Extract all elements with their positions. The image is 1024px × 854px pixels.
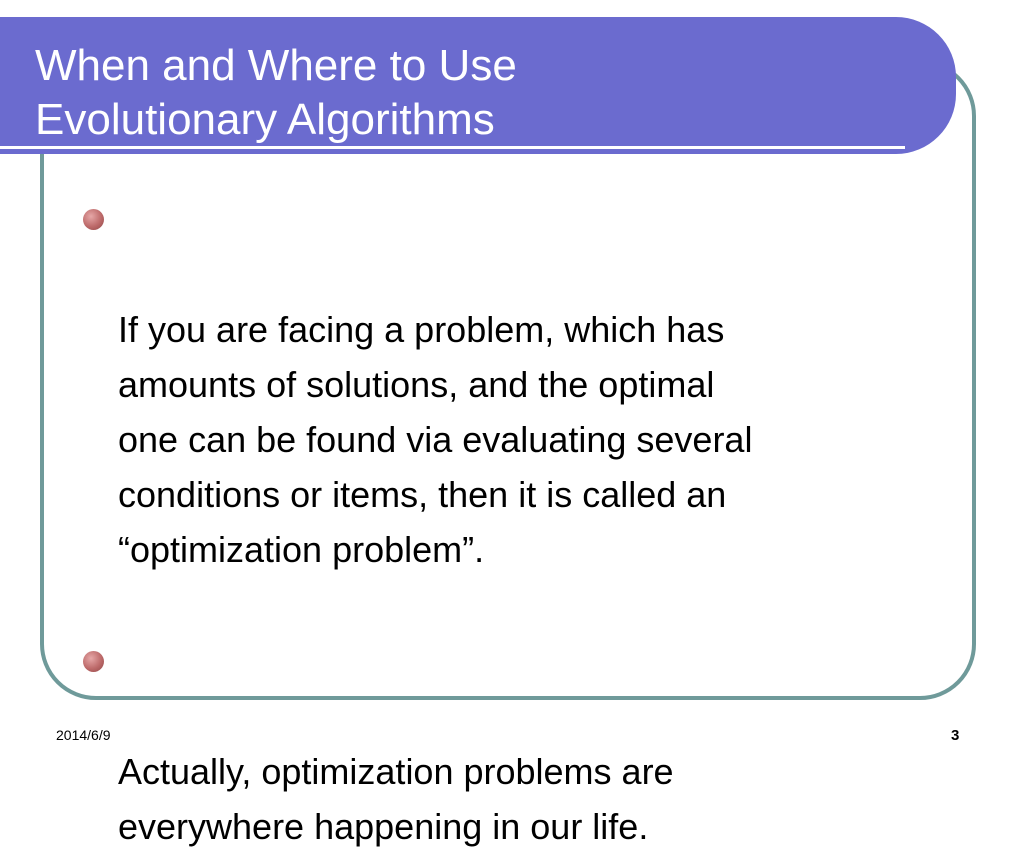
title-bar (0, 17, 956, 154)
bullet-dot-icon (83, 651, 104, 672)
title-underline (0, 146, 905, 149)
slide-title-line-2: Evolutionary Algorithms (35, 95, 495, 144)
bullet-text: Actually, optimization problems are everywhere happening in our life. (118, 751, 674, 847)
slide-title (35, 39, 517, 147)
bullet-dot-icon (83, 209, 104, 230)
bullet-item (82, 192, 932, 577)
bullet-list (82, 192, 932, 854)
bullet-text: If you are facing a problem, which has amounts of solutions, and the optimal one can be found via evaluating several conditions or items, then it is called an “optimization problem”. (118, 309, 753, 570)
footer-date: 2014/6/9 (56, 727, 111, 743)
bullet-item (82, 634, 932, 854)
page-number: 3 (951, 727, 960, 744)
slide-title-line-1: When and Where to Use (35, 41, 517, 90)
